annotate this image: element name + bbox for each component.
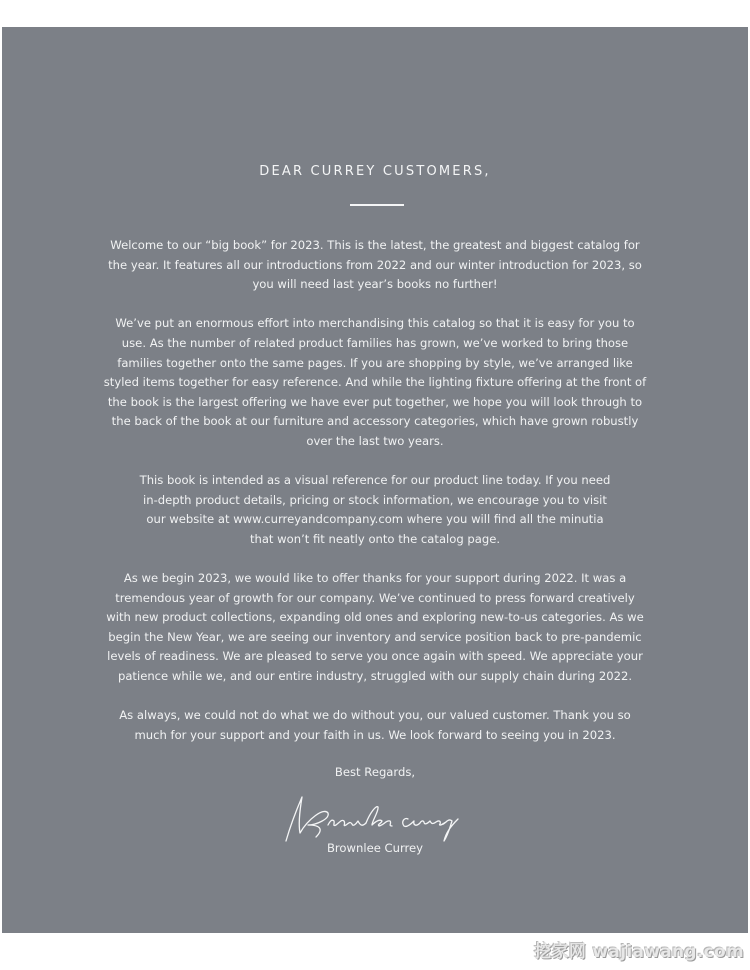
handwritten-signature xyxy=(280,789,480,849)
letter-paragraph-3: This book is intended as a visual reference for our product line today. If you need in-depth product details, pricing or stock information, we encourage you to visit our website at www.curreyandcompany.com where you will find all the minutia that won’t fit neatly onto the catalog page. xyxy=(139,473,611,546)
letter-paragraph-4: As we begin 2023, we would like to offer thanks for your support during 2022. It was a tremendous year of growth for our company. We’ve continued to press forward creatively with new product collections, expanding old ones and exploring new-to-us categories. As we begin the New Year, we are seeing our inventory and service position back to pre-pandemic levels of readiness. We are pleased to serve you once again with speed. We appreciate your patience while we, and our entire industry, struggled with our supply chain during 2022. xyxy=(106,571,644,684)
letter-paragraph-2: We’ve put an enormous effort into merchandising this catalog so that it is easy for you to use. As the number of related product families has grown, we’ve worked to bring those families together onto the same pages. If you are shopping by style, we’ve arranged like styled items together for easy reference. And while the lighting fixture offering at the front of the book is the largest offering we have ever put together, we hope you will look through to the back of the book at our furniture and accessory categories, which have grown robustly over the last two years. xyxy=(103,316,647,448)
letter-page xyxy=(2,27,748,933)
letter-paragraph-5: As always, we could not do what we do without you, our valued customer. Thank you so much for your support and your faith in us. We look forward to seeing you in 2023. xyxy=(119,708,631,742)
signer-name: Brownlee Currey xyxy=(326,841,424,855)
letter-paragraph-1: Welcome to our “big book” for 2023. This is the latest, the greatest and biggest catalog for the year. It features all our introductions from 2022 and our winter introduction for 2023, so you will need last year’s books no further! xyxy=(108,238,642,292)
watermark-logo: 挖家网 wajiawang.com xyxy=(534,942,744,962)
letter-closing: Best Regards, xyxy=(334,765,416,779)
letter-salutation: DEAR CURREY CUSTOMERS, xyxy=(259,164,491,179)
letter-body xyxy=(102,236,648,765)
heading-divider xyxy=(350,204,404,206)
